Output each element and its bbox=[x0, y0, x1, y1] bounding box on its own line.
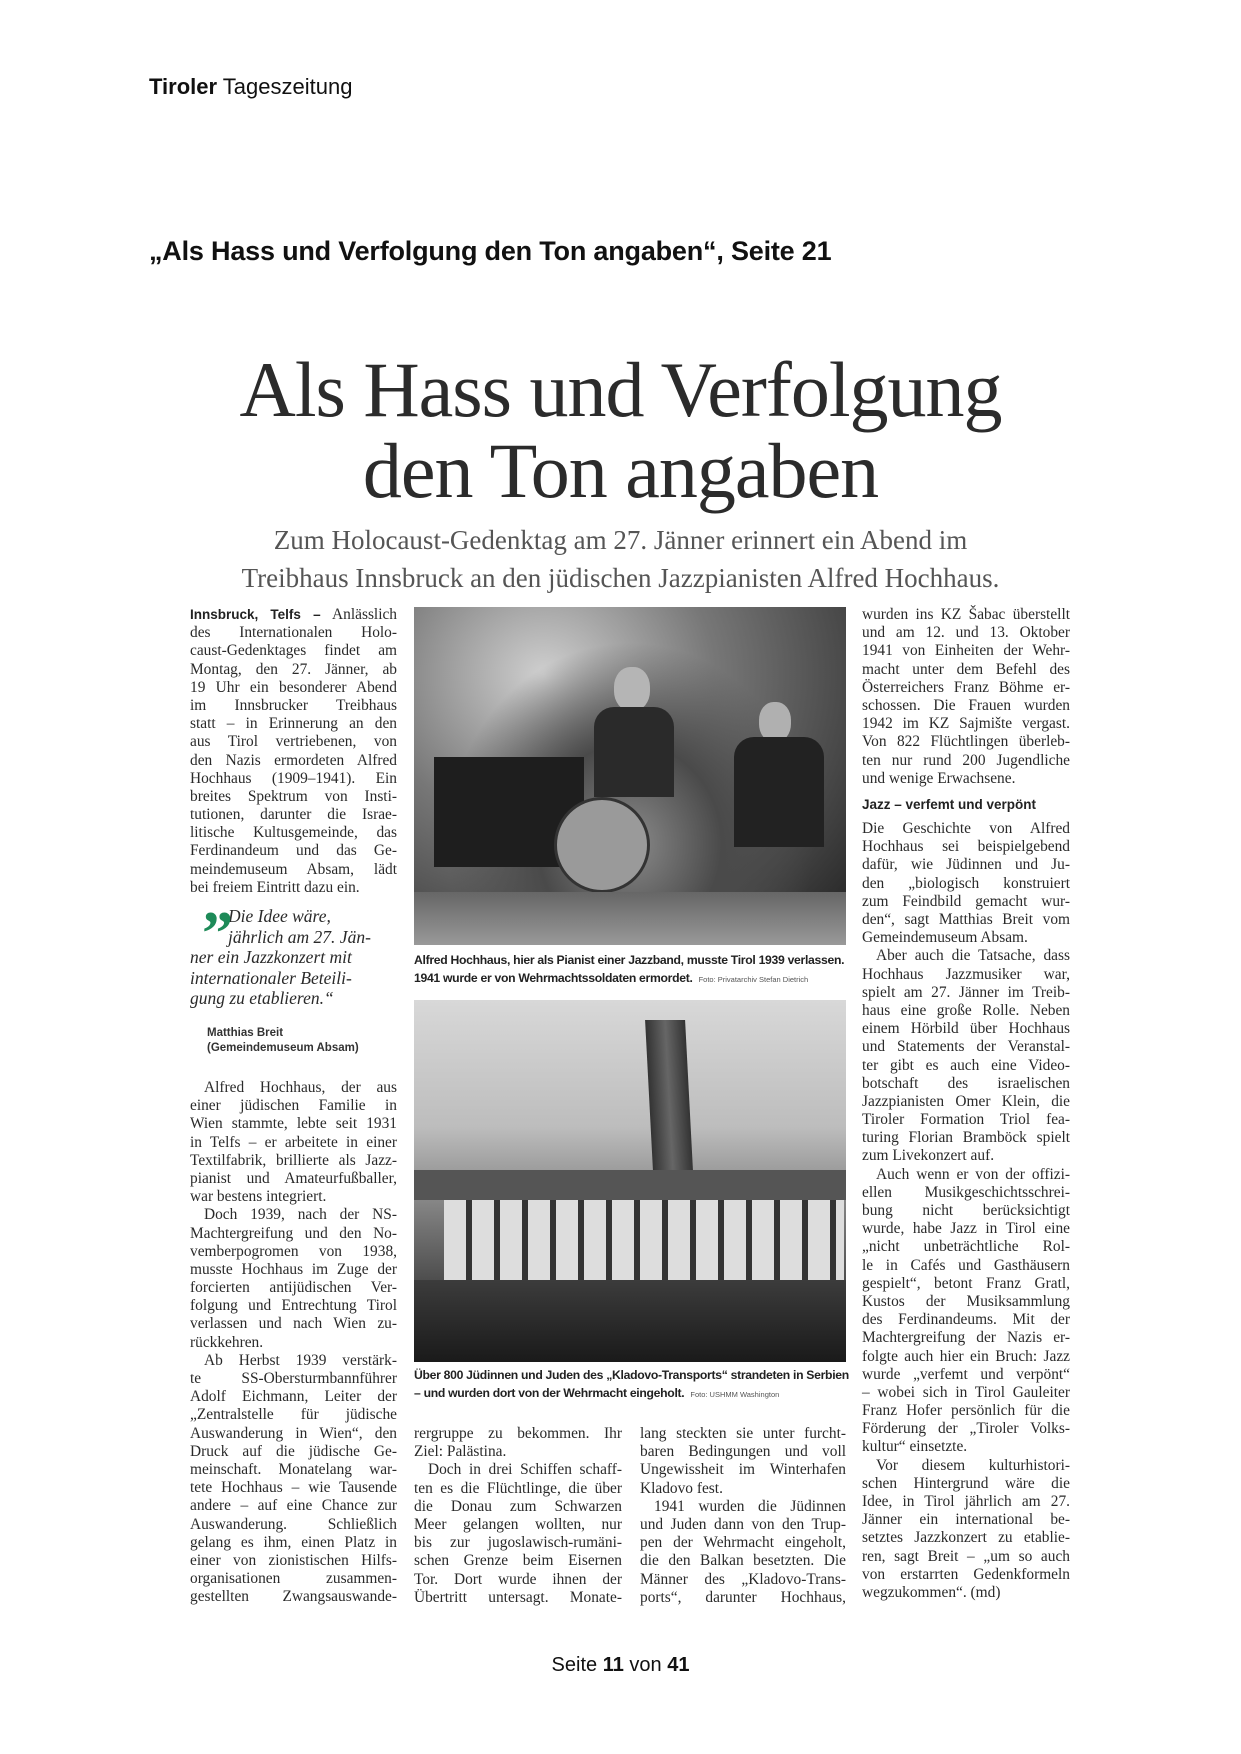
text-line: Österreichers Franz Böhme er- bbox=[862, 678, 1070, 696]
text-line: macht unter dem Befehl des bbox=[862, 660, 1070, 678]
text-line: gelang es ihm, einen Platz in bbox=[190, 1533, 397, 1551]
pull-quote bbox=[190, 900, 397, 1009]
text-line: folgte auch hier ein Bruch: Jazz bbox=[862, 1347, 1070, 1365]
photo-caption bbox=[414, 1366, 850, 1404]
text-line: Druck auf die jüdische Ge- bbox=[190, 1442, 397, 1460]
text-line: musste Hochhaus im Zuge der bbox=[190, 1260, 397, 1278]
paragraph bbox=[862, 1166, 1070, 1457]
text-line: kultur“ einsetzte. bbox=[862, 1438, 968, 1456]
text-line: Von 822 Flüchtlingen überleb- bbox=[862, 733, 1070, 751]
text-line: war bestens integriert. bbox=[190, 1188, 327, 1206]
text-line: die Donau zum Schwarzen bbox=[414, 1497, 622, 1515]
text-line: rergruppe zu bekommen. Ihr bbox=[414, 1425, 622, 1442]
text-line: Tiroler Formation Triol fea- bbox=[862, 1111, 1070, 1129]
photo-caption bbox=[414, 951, 850, 989]
text-line: Kustos der Musiksammlung bbox=[862, 1292, 1070, 1310]
headline-line: den Ton angaben bbox=[362, 427, 879, 514]
text-line: dafür, wie Jüdinnen und Ju- bbox=[862, 856, 1070, 874]
text-line: forcierten antijüdischen Ver- bbox=[190, 1279, 397, 1297]
text-line: ren, sagt Breit – „um so auch bbox=[862, 1547, 1070, 1565]
text-line: zum Feindbild gemacht wur- bbox=[862, 892, 1070, 910]
text-line: meinschaft. Monatelang war- bbox=[190, 1460, 397, 1478]
text-line: Hochhaus (1909–1941). Ein bbox=[190, 769, 397, 787]
water-shape bbox=[414, 1280, 846, 1362]
text-line: bei freiem Eintritt dazu ein. bbox=[190, 878, 360, 896]
text-line-rest: Anlässlich bbox=[332, 606, 398, 623]
text-line: gespielt“, betont Franz Gratl, bbox=[862, 1274, 1070, 1292]
text-line: schossen. Die Frauen wurden bbox=[862, 696, 1070, 714]
text-line: schen Hintergrund wäre die bbox=[862, 1474, 1070, 1492]
text-line: spielt am 27. Jänner im Treib- bbox=[862, 983, 1070, 1001]
text-line: Meer gelangen wollten, nur bbox=[414, 1515, 622, 1533]
text-line: Machtergreifung und den No- bbox=[190, 1224, 397, 1242]
paragraph bbox=[640, 1498, 846, 1607]
text-line: Adolf Eichmann, Leiter der bbox=[190, 1388, 397, 1406]
column-4-bottom bbox=[862, 820, 1070, 1602]
text-line: Doch 1939, nach der NS- bbox=[204, 1206, 397, 1224]
article-reference: „Als Hass und Verfolgung den Ton angaben“, Seite 21 bbox=[149, 236, 832, 266]
text-line: Idee, in Tirol jährlich am 27. bbox=[862, 1493, 1070, 1511]
text-line: zum Livekonzert auf. bbox=[862, 1147, 995, 1165]
text-line: des Ferdinandeums. Mit der bbox=[862, 1311, 1070, 1329]
text-line: schen Grenze beim Eisernen bbox=[414, 1552, 622, 1570]
page-footer bbox=[0, 1654, 1241, 1677]
text-line: und Statements der Veranstal- bbox=[862, 1038, 1070, 1056]
quote-author: Matthias Breit bbox=[207, 1027, 284, 1039]
ship-funnel bbox=[645, 1020, 693, 1170]
text-line: einem Hörbild über Hochhaus bbox=[862, 1020, 1070, 1038]
text-line: 1941 von Einheiten der Wehr- bbox=[862, 642, 1070, 660]
paragraph bbox=[862, 606, 1070, 788]
text-line: „nicht unbeträchtliche Rol- bbox=[862, 1238, 1070, 1256]
subtitle-line: Zum Holocaust-Gedenktag am 27. Jänner erinnert ein Abend im bbox=[273, 525, 968, 555]
quote-line: jährlich am 27. Jän- bbox=[228, 926, 371, 947]
text-line: Ferdinandeum und das Ge- bbox=[190, 842, 397, 860]
text-line: te SS-Obersturmbannführer bbox=[190, 1370, 397, 1387]
text-line: einer jüdischen Familie in bbox=[190, 1097, 397, 1115]
text-line: Hochhaus Jazzmusiker war, bbox=[862, 965, 1070, 983]
text-line: in Telfs – er arbeitete in einer bbox=[190, 1133, 397, 1151]
paragraph bbox=[190, 1079, 397, 1206]
text-line: 1941 wurden die Jüdinnen bbox=[654, 1497, 846, 1515]
text-line: Auswanderung. Schließlich bbox=[190, 1515, 397, 1533]
paragraph bbox=[640, 1425, 846, 1498]
text-line: haus eine große Rolle. Neben bbox=[862, 1001, 1070, 1019]
text-line: setztes Jazzkonzert zu etablie- bbox=[862, 1529, 1070, 1547]
floor-shape bbox=[414, 892, 846, 945]
page-number: 11 bbox=[602, 1654, 624, 1676]
quote-line: internationaler Beteili- bbox=[190, 967, 352, 988]
musician-body bbox=[734, 737, 824, 847]
text-line: Förderung der „Tiroler Volks- bbox=[862, 1420, 1070, 1438]
text-line: Übertritt untersagt. Monate- bbox=[414, 1588, 622, 1606]
paragraph bbox=[862, 947, 1070, 1165]
newspaper-name-rest: Tageszeitung bbox=[222, 74, 353, 99]
subtitle-line: Treibhaus Innsbruck an den jüdischen Jazzpianisten Alfred Hochhaus. bbox=[241, 563, 1000, 593]
column-3 bbox=[640, 1425, 846, 1607]
text-line: breites Spektrum von Insti- bbox=[190, 787, 397, 805]
ship-photo bbox=[414, 1000, 846, 1362]
column-1-body bbox=[190, 1079, 397, 1606]
caption-text: Über 800 Jüdinnen und Juden des „Kladovo-Transports“ strandeten in Serbien – und wurden dort von der Wehrmacht eingeholt. bbox=[414, 1368, 849, 1400]
text-line: Die Geschichte von Alfred bbox=[862, 820, 1070, 838]
text-line: caust-Gedenktages findet am bbox=[190, 642, 397, 660]
text-line: tete Hochhaus – wie Tausende bbox=[190, 1479, 397, 1497]
text-line: und wenige Erwachsene. bbox=[862, 769, 1016, 787]
text-line: Ziel: Palästina. bbox=[414, 1443, 507, 1461]
text-line: statt – in Erinnerung an den bbox=[190, 715, 397, 733]
text-line: Jänner ein international be- bbox=[862, 1511, 1070, 1529]
quote-affiliation: (Gemeindemuseum Absam) bbox=[207, 1042, 359, 1054]
paragraph bbox=[190, 1206, 397, 1352]
text-line: Männer des „Kladovo-Trans- bbox=[640, 1570, 846, 1588]
text-line: aus Tirol vertriebenen, von bbox=[190, 733, 397, 751]
text-line: ellen Musikgeschichtsschrei- bbox=[862, 1183, 1070, 1201]
text-line: und Juden dann von den Trup- bbox=[640, 1515, 846, 1533]
text-line: Doch in drei Schiffen schaff- bbox=[428, 1461, 622, 1479]
text-line: 19 Uhr ein besonderer Abend bbox=[190, 678, 397, 696]
text-line: im Innsbrucker Treibhaus bbox=[190, 696, 397, 714]
text-line: und am 12. und 13. Oktober bbox=[862, 624, 1070, 642]
text-line: Auswanderung in Wien“, den bbox=[190, 1424, 397, 1442]
text-line: Ungewissheit im Winterhafen bbox=[640, 1461, 846, 1479]
text-line: – wobei sich in Tirol Gauleiter bbox=[862, 1383, 1070, 1401]
photo-credit: Foto: Privatarchiv Stefan Dietrich bbox=[698, 975, 809, 984]
text-line: rückkehren. bbox=[190, 1333, 264, 1351]
jazzband-photo bbox=[414, 607, 846, 945]
text-line: Gemeindemuseum Absam. bbox=[862, 929, 1028, 947]
paragraph bbox=[414, 1461, 622, 1607]
paragraph bbox=[414, 1425, 622, 1461]
footer-middle: von bbox=[629, 1654, 662, 1676]
text-line: vemberpogromen von 1938, bbox=[190, 1242, 397, 1260]
quote-mark-icon: ” bbox=[202, 900, 233, 968]
section-subheading: Jazz – verfemt und verpönt bbox=[862, 796, 1037, 812]
quote-line: gung zu etablieren.“ bbox=[190, 988, 334, 1009]
ship-hull-windows bbox=[444, 1200, 844, 1280]
text-line: meindemuseum Absam, lädt bbox=[190, 860, 397, 878]
text-line bbox=[190, 606, 397, 624]
text-line: Wien stammte, lebte seit 1931 bbox=[190, 1115, 397, 1133]
paragraph bbox=[190, 606, 397, 897]
text-line: Jazzpianisten Omer Klein, die bbox=[862, 1092, 1070, 1110]
newspaper-name-bold: Tiroler bbox=[149, 74, 218, 99]
text-line: litische Kultusgemeinde, das bbox=[190, 824, 397, 842]
text-line: pen der Wehrmacht eingeholt, bbox=[640, 1534, 846, 1552]
text-line: Tor. Dort wurde ihnen der bbox=[414, 1570, 622, 1588]
dateline: Innsbruck, Telfs – bbox=[190, 607, 321, 622]
text-line: ten es die Flüchtlinge, die über bbox=[414, 1479, 622, 1497]
newspaper-name bbox=[149, 74, 352, 100]
text-line: wurde „verfemt und verpönt“ bbox=[862, 1365, 1070, 1383]
text-line: von erstarrten Gedenkformeln bbox=[862, 1565, 1070, 1583]
quote-line: Die Idee wäre, bbox=[228, 906, 331, 926]
text-line: Kladovo fest. bbox=[640, 1479, 723, 1497]
text-line: Ab Herbst 1939 verstärk- bbox=[204, 1351, 397, 1369]
text-line: baren Bedingungen und voll bbox=[640, 1443, 846, 1461]
text-line: tutionen, darunter die Israe- bbox=[190, 806, 397, 824]
text-line: le in Cafés und Gasthäusern bbox=[862, 1256, 1070, 1274]
paragraph bbox=[190, 1352, 397, 1607]
text-line: Machtergreifung der Nazis er- bbox=[862, 1329, 1070, 1347]
text-line: verlassen und nach Wien zu- bbox=[190, 1315, 397, 1333]
text-line: des Internationalen Holo- bbox=[190, 624, 397, 642]
musician-head bbox=[759, 702, 791, 742]
musician-body bbox=[594, 707, 674, 797]
text-line: gestellten Zwangsauswande- bbox=[190, 1588, 397, 1606]
column-4-top bbox=[862, 606, 1070, 788]
text-line: Montag, den 27. Jänner, ab bbox=[190, 660, 397, 678]
text-line: ports“, darunter Hochhaus, bbox=[640, 1588, 846, 1606]
text-line: botschaft des israelischen bbox=[862, 1074, 1070, 1092]
text-line: den Nazis ermordeten Alfred bbox=[190, 751, 397, 769]
text-line: folgung und Entrechtung Tirol bbox=[190, 1297, 397, 1315]
drum-shape bbox=[554, 797, 650, 893]
text-line: Franz Hofer persönlich für die bbox=[862, 1402, 1070, 1420]
photo-credit: Foto: USHMM Washington bbox=[690, 1390, 780, 1399]
column-2 bbox=[414, 1425, 622, 1607]
text-line: Alfred Hochhaus, der aus bbox=[204, 1079, 397, 1096]
footer-prefix: Seite bbox=[551, 1654, 598, 1676]
text-line: 1942 im KZ Sajmište vergast. bbox=[862, 715, 1070, 733]
text-line: bis zur jugoslawisch-rumäni- bbox=[414, 1534, 622, 1552]
text-line: den“, sagt Matthias Breit vom bbox=[862, 911, 1070, 929]
text-line: Aber auch die Tatsache, dass bbox=[876, 947, 1070, 965]
text-line: organisationen zusammen- bbox=[190, 1570, 397, 1588]
text-line: „Zentralstelle für jüdische bbox=[190, 1406, 397, 1424]
column-4 bbox=[862, 606, 1070, 1602]
musician-head bbox=[614, 667, 650, 711]
text-line: bung nicht berücksichtigt bbox=[862, 1202, 1070, 1220]
total-pages: 41 bbox=[667, 1654, 690, 1676]
paragraph bbox=[862, 820, 1070, 947]
text-line: pianist und Amateurfußballer, bbox=[190, 1169, 397, 1187]
text-line: lang steckten sie unter furcht- bbox=[640, 1425, 846, 1442]
text-line: ten nur rund 200 Jugendliche bbox=[862, 751, 1070, 769]
text-line: Hochhaus sei beispielgebend bbox=[862, 838, 1070, 856]
quote-line: ner ein Jazzkonzert mit bbox=[190, 947, 352, 968]
quote-attribution bbox=[207, 1026, 359, 1056]
text-line: andere – auf eine Chance zur bbox=[190, 1497, 397, 1515]
headline-line: Als Hass und Verfolgung bbox=[239, 346, 1002, 433]
column-1-intro bbox=[190, 606, 397, 897]
text-line: den „biologisch konstruiert bbox=[862, 874, 1070, 892]
text-line: wurde, habe Jazz in Tirol eine bbox=[862, 1220, 1070, 1238]
paragraph bbox=[862, 1457, 1070, 1603]
caption-text: Alfred Hochhaus, hier als Pianist einer Jazzband, musste Tirol 1939 verlassen. 1941 wurde er von Wehrmachtssoldaten ermordet. bbox=[414, 953, 845, 985]
text-line: Textilfabrik, brillierte als Jazz- bbox=[190, 1151, 397, 1169]
text-line: ter gibt es auch eine Video- bbox=[862, 1056, 1070, 1074]
text-line: wurden ins KZ Šabac überstellt bbox=[862, 606, 1070, 623]
text-line: turing Florian Bramböck spielt bbox=[862, 1129, 1070, 1147]
text-line: wegzukommen“. (md) bbox=[862, 1583, 1001, 1601]
text-line: die den Balkan besetzten. Die bbox=[640, 1552, 846, 1570]
text-line: einer von zionistischen Hilfs- bbox=[190, 1551, 397, 1569]
text-line: Vor diesem kulturhistori- bbox=[876, 1456, 1070, 1474]
text-line: Auch wenn er von der offizi- bbox=[876, 1165, 1070, 1183]
ship-deck bbox=[414, 1170, 846, 1200]
